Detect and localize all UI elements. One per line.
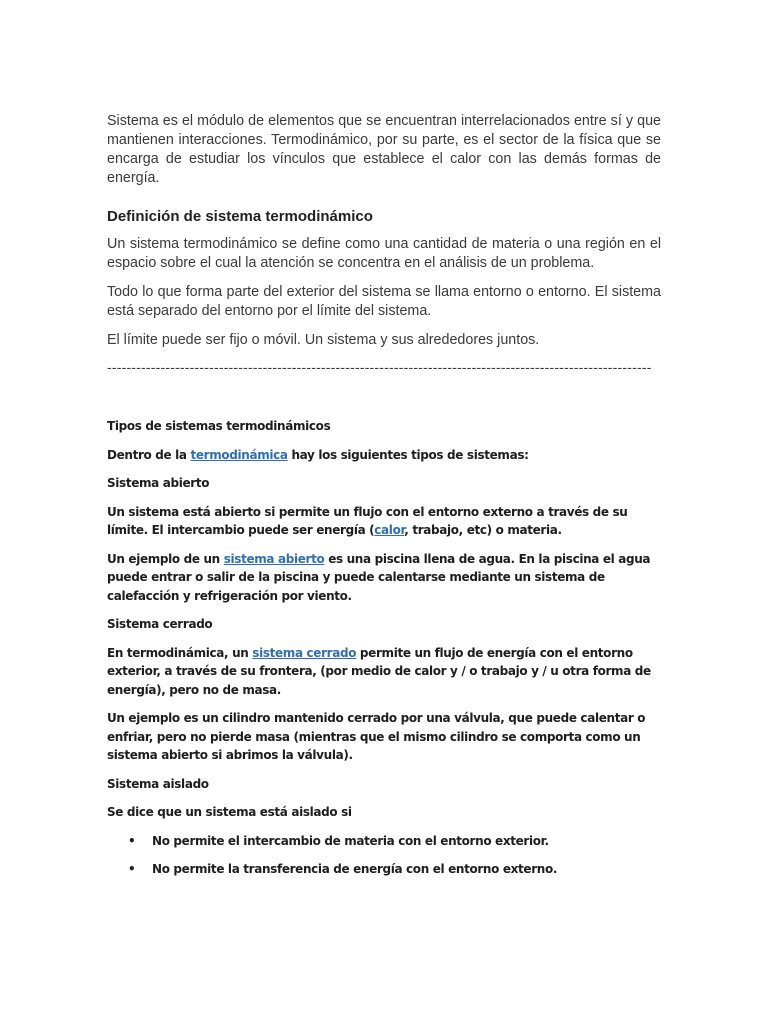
sistema-cerrado-link[interactable]: sistema cerrado bbox=[252, 645, 357, 660]
types-intro-text-after: hay los siguientes tipos de sistemas: bbox=[287, 447, 529, 462]
list-item-text: No permite el intercambio de materia con el entorno exterior. bbox=[152, 833, 549, 848]
bullet-icon: • bbox=[128, 862, 136, 876]
list-item bbox=[107, 832, 661, 851]
isolated-system-paragraph-1: Se dice que un sistema está aislado si bbox=[107, 805, 352, 819]
types-intro-text-before: Dentro de la bbox=[107, 447, 191, 462]
closed-p1-after: permite un flujo de energía con el entorno exterior, a través de su frontera, (por medio de calor y / o trabajo y / u otra forma de energía), pero no de masa. bbox=[107, 645, 651, 697]
open-p1-after: , trabajo, etc) o materia. bbox=[404, 523, 562, 537]
closed-system-paragraph-1 bbox=[107, 644, 661, 700]
calor-link[interactable]: calor bbox=[374, 523, 405, 537]
open-system-paragraph-1 bbox=[107, 503, 661, 540]
closed-system-heading: Sistema cerrado bbox=[107, 617, 213, 631]
definition-paragraph-2: Todo lo que forma parte del exterior del sistema se llama entorno o entorno. El sistema está separado del entorno por el límite del sistema. bbox=[107, 284, 661, 319]
open-system-paragraph-2 bbox=[107, 550, 661, 606]
open-p2-after: es una piscina llena de agua. En la piscina el agua puede entrar o salir de la piscina y puede calentarse mediante un sistema de calefacción y refrigeración por viento. bbox=[107, 551, 651, 603]
closed-p1-before: En termodinámica, un bbox=[107, 645, 253, 660]
section-definition bbox=[107, 112, 661, 377]
open-system-heading: Sistema abierto bbox=[107, 476, 210, 490]
list-item-text: No permite la transferencia de energía con el entorno externo. bbox=[152, 862, 558, 876]
sistema-abierto-link[interactable]: sistema abierto bbox=[223, 551, 325, 566]
list-item bbox=[107, 860, 661, 879]
isolated-system-heading: Sistema aislado bbox=[107, 776, 209, 791]
definition-heading: Definición de sistema termodinámico bbox=[107, 208, 373, 225]
types-title: Tipos de sistemas termodinámicos bbox=[107, 419, 331, 433]
section-system-types bbox=[107, 417, 661, 879]
closed-system-paragraph-2: Un ejemplo es un cilindro mantenido cerrado por una válvula, que puede calentar o enfriar, pero no pierde masa (mientras que el mismo cilindro se comporta como un sistema abierto si abrimos la válvula). bbox=[107, 711, 646, 762]
open-p1-before: Un sistema está abierto si permite un flujo con el entorno externo a través de su límite. El intercambio puede ser energía ( bbox=[107, 504, 628, 537]
definition-paragraph-3: El límite puede ser fijo o móvil. Un sistema y sus alrededores juntos. bbox=[107, 332, 540, 348]
dashed-divider: ---------------------------------------------------------------------------------------------------------------- bbox=[107, 359, 652, 375]
open-p2-before: Un ejemplo de un bbox=[107, 551, 224, 566]
definition-paragraph-1: Un sistema termodinámico se define como una cantidad de materia o una región en el espacio sobre el cual la atención se concentra en el análisis de un problema. bbox=[107, 236, 661, 271]
bullet-icon: • bbox=[128, 833, 136, 848]
types-intro bbox=[107, 446, 661, 465]
intro-paragraph: Sistema es el módulo de elementos que se encuentran interrelacionados entre sí y que mantienen interacciones. Termodinámico, por su parte, es el sector de la física que se encarga de estudiar los vínculos que establece el calor con las demás formas de energía. bbox=[107, 113, 661, 186]
termodinamica-link[interactable]: termodinámica bbox=[190, 447, 288, 462]
isolated-system-bullet-list bbox=[107, 832, 661, 879]
